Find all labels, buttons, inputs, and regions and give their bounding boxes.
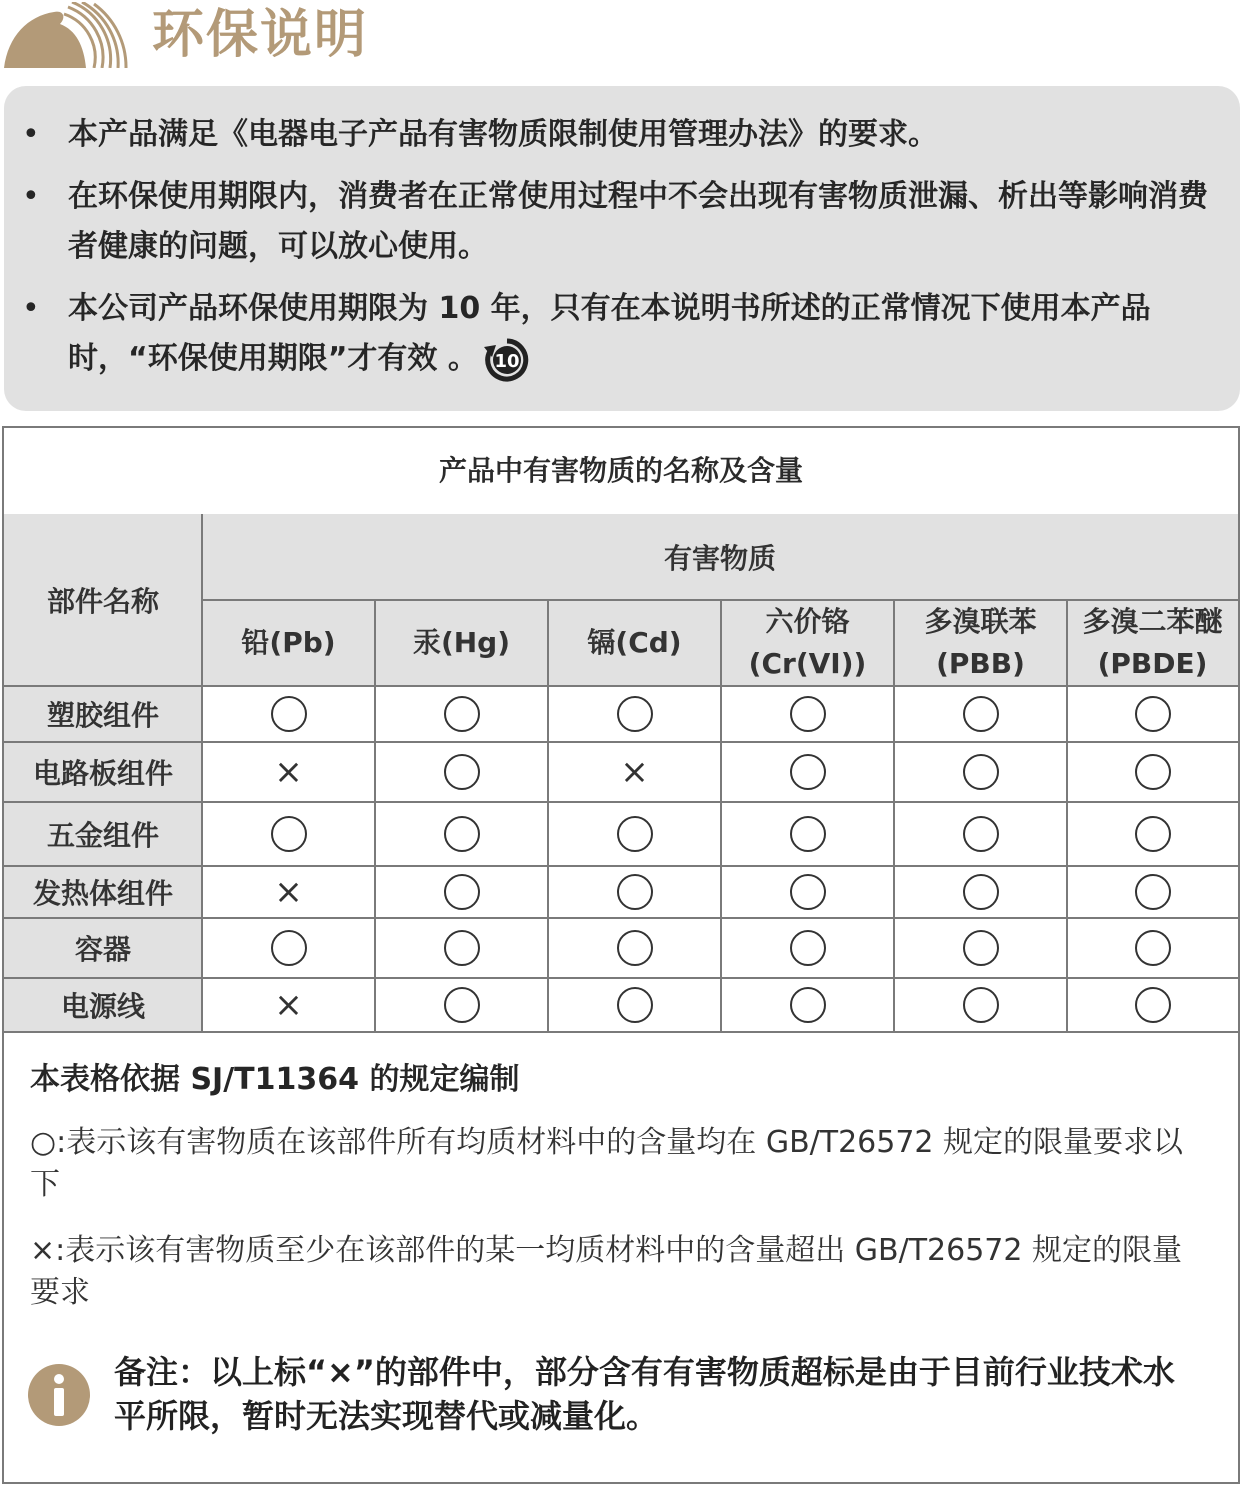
environmental-notes (4, 86, 1240, 411)
mark-cell (894, 742, 1067, 802)
mark-cell (548, 866, 721, 918)
note-text: 本产品满足《电器电子产品有害物质限制使用管理办法》的要求。 (68, 117, 938, 152)
standard-basis: 本表格依据 SJ/T11364 的规定编制 (30, 1062, 520, 1097)
mark-cell (1067, 686, 1238, 742)
circle-mark (444, 874, 480, 910)
part-name-cell (4, 802, 202, 866)
mark-cell (375, 686, 548, 742)
circle-mark (444, 816, 480, 852)
circle-mark (617, 874, 653, 910)
mark-cell (721, 866, 894, 918)
table-title: 产品中有害物质的名称及含量 (4, 428, 1238, 516)
part-name: 容器 (74, 933, 131, 966)
page-title: 环保说明 (152, 5, 369, 65)
note-item (18, 284, 1210, 384)
circle-mark (444, 930, 480, 966)
circle-mark (617, 816, 653, 852)
note-text: 本公司产品环保使用期限为 10 年，只有在本说明书所述的正常情况下使用本产品时，“环保使用期限”才有效 。 (68, 291, 1151, 376)
circle-mark (444, 754, 480, 790)
mark-cell (894, 978, 1067, 1032)
mark-cell (721, 686, 894, 742)
substance-header (375, 600, 548, 686)
bullet: • (22, 291, 40, 326)
circle-mark (1135, 930, 1171, 966)
cross-mark: × (274, 752, 303, 792)
cross-mark: × (274, 985, 303, 1025)
cross-mark: × (620, 752, 649, 792)
part-name: 电源线 (60, 990, 145, 1023)
table-grid (4, 514, 1238, 1032)
substance-header (202, 600, 375, 686)
mark-cell (375, 802, 548, 866)
info-icon (28, 1364, 90, 1426)
mark-cell (375, 866, 548, 918)
mark-cell (202, 978, 375, 1032)
circle-mark (790, 754, 826, 790)
circle-mark (963, 874, 999, 910)
circle-mark (271, 930, 307, 966)
mark-cell (375, 918, 548, 978)
circle-mark (617, 987, 653, 1023)
remark-text: 备注：以上标“×”的部件中，部分含有有害物质超标是由于目前行业技术水平所限，暂时无法实现替代或减量化。 (114, 1353, 1175, 1435)
circle-mark (271, 696, 307, 732)
eco-period-label: 10 (494, 350, 520, 372)
circle-mark (444, 987, 480, 1023)
mark-cell (1067, 978, 1238, 1032)
mark-cell (894, 866, 1067, 918)
circle-mark (444, 696, 480, 732)
mark-cell (1067, 866, 1238, 918)
substance-label: 多溴联苯 (924, 605, 1037, 638)
circle-mark (963, 816, 999, 852)
mark-cell (375, 978, 548, 1032)
part-header: 部件名称 (46, 585, 159, 618)
substance-label: 六价铬 (765, 605, 850, 638)
mark-cell (202, 686, 375, 742)
mark-cell (548, 686, 721, 742)
substance-header (894, 600, 1067, 686)
mark-cell (894, 686, 1067, 742)
mark-cell (202, 918, 375, 978)
circle-mark (790, 987, 826, 1023)
note-item (18, 110, 1210, 160)
circle-mark (790, 696, 826, 732)
circle-mark (1135, 987, 1171, 1023)
note-item (18, 172, 1210, 272)
mark-cell (1067, 802, 1238, 866)
circle-mark (1135, 754, 1171, 790)
substance-formula: (Cr(VI)) (748, 647, 867, 680)
circle-mark (790, 930, 826, 966)
mark-cell (721, 978, 894, 1032)
rainbow-arc-icon (4, 2, 128, 68)
part-name: 五金组件 (46, 819, 159, 852)
mark-cell (1067, 918, 1238, 978)
group-header: 有害物质 (663, 542, 776, 575)
substance-header (548, 600, 721, 686)
hazardous-substance-table (2, 426, 1240, 1484)
substance-label: 铅(Pb) (241, 626, 336, 659)
page-header (0, 0, 1242, 80)
circle-mark (963, 930, 999, 966)
cross-mark: × (274, 872, 303, 912)
mark-cell (202, 866, 375, 918)
circle-mark (617, 696, 653, 732)
eco-period-10-icon (482, 337, 532, 383)
circle-mark (617, 930, 653, 966)
circle-mark (1135, 816, 1171, 852)
mark-cell (721, 742, 894, 802)
mark-cell (1067, 742, 1238, 802)
circle-mark (963, 754, 999, 790)
circle-mark (271, 816, 307, 852)
part-name-cell (4, 686, 202, 742)
substance-label: 汞(Hg) (412, 626, 511, 659)
substance-label: 多溴二苯醚 (1082, 605, 1223, 638)
bullet: • (22, 179, 40, 214)
circle-mark (790, 816, 826, 852)
bullet: • (22, 117, 40, 152)
substance-label: 镉(Cd) (587, 626, 682, 659)
mark-cell (202, 742, 375, 802)
mark-cell (894, 918, 1067, 978)
mark-cell (721, 802, 894, 866)
mark-cell (375, 742, 548, 802)
mark-cell (548, 918, 721, 978)
mark-cell (548, 802, 721, 866)
substance-formula: (PBB) (936, 647, 1025, 680)
legend-circle: ○:表示该有害物质在该部件所有均质材料中的含量均在 GB/T26572 规定的限量要求以下 (30, 1125, 1184, 1202)
circle-mark (963, 696, 999, 732)
part-header-cell (4, 514, 202, 686)
part-name-cell (4, 978, 202, 1032)
part-name-cell (4, 918, 202, 978)
mark-cell (894, 802, 1067, 866)
circle-mark (1135, 874, 1171, 910)
substance-header (721, 600, 894, 686)
mark-cell (721, 918, 894, 978)
part-name: 发热体组件 (32, 877, 173, 910)
mark-cell (548, 978, 721, 1032)
substance-header (1067, 600, 1238, 686)
note-text: 在环保使用期限内，消费者在正常使用过程中不会出现有害物质泄漏、析出等影响消费者健康的问题，可以放心使用。 (68, 179, 1208, 264)
part-name-cell (4, 866, 202, 918)
circle-mark (1135, 696, 1171, 732)
substance-formula: (PBDE) (1097, 647, 1208, 680)
mark-cell (202, 802, 375, 866)
part-name-cell (4, 742, 202, 802)
group-header-cell (202, 514, 1238, 600)
circle-mark (790, 874, 826, 910)
mark-cell (548, 742, 721, 802)
legend-cross: ×:表示该有害物质至少在该部件的某一均质材料中的含量超出 GB/T26572 规定的限量要求 (30, 1233, 1183, 1310)
part-name: 塑胶组件 (46, 699, 159, 732)
part-name: 电路板组件 (32, 757, 173, 790)
circle-mark (963, 987, 999, 1023)
